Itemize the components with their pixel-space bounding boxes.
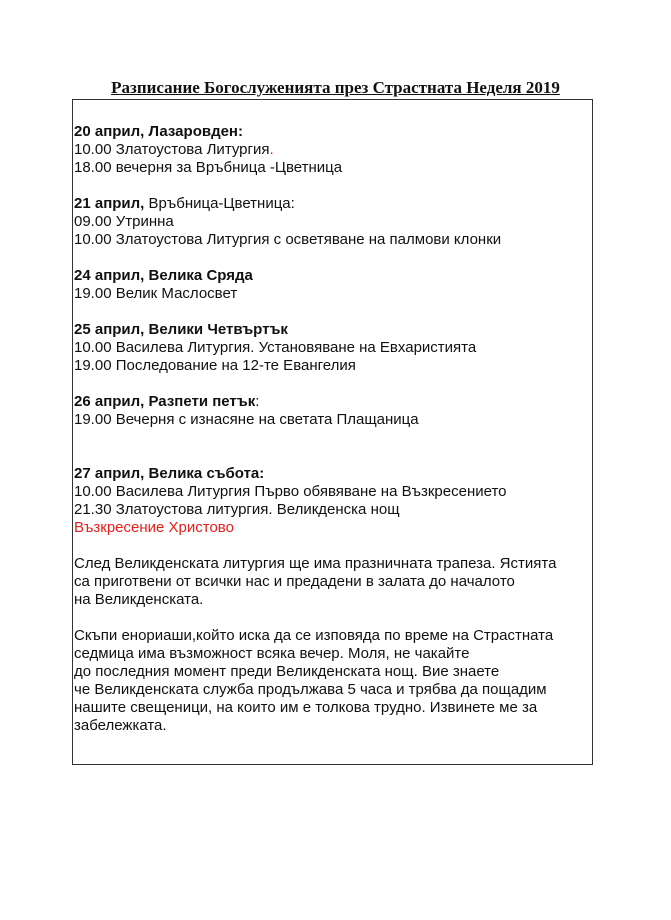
paragraph-line: седмица има възможност всяка вечер. Моля, не чакайте [74,645,470,662]
service-line [74,483,592,501]
paragraph-line: са приготвени от всички нас и предадени в залата до началото [74,573,515,590]
day-heading-date: 25 април, Велики Четвъртък [74,321,288,338]
service-line [74,141,592,159]
day-heading-rest: : [255,393,260,410]
day-heading [74,465,592,483]
paragraph-line: забележката. [74,717,167,734]
service-line [74,285,592,303]
service-text: 19.00 Последование на 12-те Евангелия [74,357,356,374]
day-heading-date: 20 април, Лазаровден: [74,123,243,140]
service-text: 10.00 Василева Литургия. Установяване на Евхаристията [74,339,477,356]
service-line [74,411,592,429]
paragraph-line: до последния момент преди Великденската нощ. Вие знаете [74,663,500,680]
resurrection-line: Възкресение Христово [74,519,234,536]
service-text: 19.00 Вечерня с изнасяне на светата Плащаница [74,411,419,428]
service-line [74,159,592,177]
day-heading [74,321,592,339]
paragraph-line: че Великденската служба продължава 5 часа и трябва да пощадим [74,681,547,698]
service-text: 10.00 Златоустова Литургия [74,141,270,158]
service-text: 10.00 Василева Литургия Първо обявяване на Възкресението [74,483,507,500]
day-heading-date: 27 април, Велика събота: [74,465,265,482]
service-text: 18.00 вечерня за Връбница -Цветница [74,159,343,176]
day-heading-date: 24 април, Велика Сряда [74,267,253,284]
service-text: 10.00 Златоустова Литургия с осветяване на палмови клонки [74,231,502,248]
day-heading-date: 21 април, [74,195,149,212]
day-heading [74,393,592,411]
day-heading [74,267,592,285]
service-text: 21.30 Златоустова литургия. Великденска нощ [74,501,400,518]
day-heading [74,123,592,141]
service-text: 09.00 Утринна [74,213,174,230]
paragraph-line: нашите свещеници, на които им е толкова трудно. Извинете ме за [74,699,538,716]
schedule-content [74,123,592,735]
service-line [74,501,592,519]
day-heading-rest: Връбница-Цветница: [148,195,295,212]
service-line [74,339,592,357]
service-line [74,357,592,375]
paragraph-line: След Великденската литургия ще има празничната трапеза. Ястията [74,555,557,572]
service-line [74,231,592,249]
day-heading-date: 26 април, Разпети петък [74,393,256,410]
page-title: Разписание Богослуженията през Страстната Неделя 2019 [111,78,560,97]
paragraph-line: на Великденската. [74,591,204,608]
paragraph-line: Скъпи енориаши,който иска да се изповядa по време на Страстната [74,627,554,644]
service-line [74,213,592,231]
day-heading [74,195,592,213]
service-text: 19.00 Велик Маслосвет [74,285,238,302]
service-suffix: . [269,141,274,158]
